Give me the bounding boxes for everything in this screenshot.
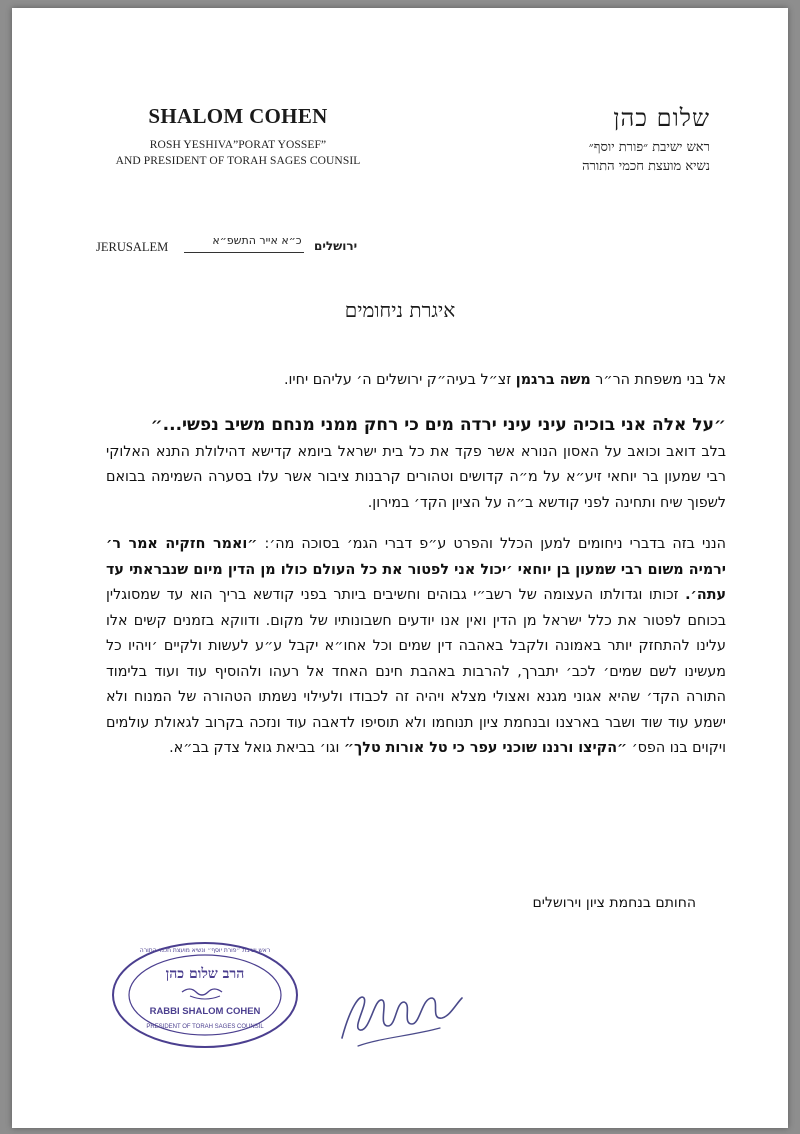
letter-page [12,8,788,1128]
letter-title: איגרת ניחומים [344,298,456,322]
rabbi-seal-stamp [110,940,300,1050]
dateline-city-he: ירושלים [314,239,358,253]
closing-line: החותם בנחמת ציון וירושלים [532,895,696,911]
deceased-name: משה ברגמן [515,372,591,388]
hebrew-letterhead [470,104,710,174]
dateline [96,236,416,258]
talmud-quote: ״ואמר חזקיה אמר ר׳ ירמיה משום רבי שמעון בן יוחאי ׳יכול אני לפטור את כל העולם כולו מן הדין מיום שנבראתי עד עתה׳. [106,536,726,603]
dateline-city-en: JERUSALEM [96,240,169,254]
english-letterhead [108,104,368,167]
opening-quote: ״על אלה אני בוכיה עיני עיני ירדה מים כי רחק ממני מנחם משיב נפשי...״ [150,414,726,435]
seal-english-name: RABBI SHALOM COHEN [149,1006,261,1017]
letterhead-title-he-2: נשיא מועצת חכמי התורה [582,159,710,174]
letterhead-name-en: SHALOM COHEN [148,104,328,128]
dateline-date: כ״א אייר התשפ״א [212,234,302,247]
paragraph-3: הנני בזה בדברי ניחומים למען הכלל והפרט ע״פ דברי הגמ׳ בסוכה מה׳: ״ואמר חזקיה אמר ר׳ ירמיה משום רבי שמעון בן יוחאי ׳יכול אני לפטור את כל העולם כולו מן הדין מיום שנבראתי עד עתה׳. זכותו וגדולתו העצומה של רשב״י גבוהים וחשיבים ביותר בפני קודשא בריך הוא עד שמסוגלין בכוחם לפטור את כלל ישראל מן הדין ואין אנו יודעים חשבונותיו של מקום. ודווקא בזמנים קשים אלו עלינו להתחזק יותר באמונה ולקבל באהבה דין שמים וכל אחו״א יקבל ע״ע לעשות ולקיים ׳ויהיו כל מעשינו לשם שמים׳ לכב׳ יתברך, להרבות באהבת חינם האחד אל רעהו ולהוסיף עוד ועוד בלימוד התורה הקד׳ שהיא אגוני מגנא ואצולי מצלא ויהיה זה לכבודו ולעילוי נשמתו הטהורה של המנוח ולא ישמע עוד שוד ושבר בארצנו ובנחמת ציון תנוחמו ולא תוסיפו לדאבה עוד ונזכה בקרוב לגאולת עולמים ויקוים בנו הפס׳ ״הקיצו ורננו שוכני עפר כי טל אורות טלך״ וגו׳ בביאת גואל צדק בב״א. [106,536,727,756]
letter-body [106,368,726,762]
letterhead-title-en-2: AND PRESIDENT OF TORAH SAGES COUNSIL [115,155,361,167]
dateline-underline [184,252,304,253]
letterhead-title-he-1: ראש ישיבת ״פורת יוסף״ [588,140,710,155]
letterhead-name-he: שלום כהן [613,104,710,132]
seal-rim-text: ראש ישיבת ״פורת יוסף״ ונשיא מועצת חכמי התורה [139,947,271,954]
paragraph-2: בלב דואב וכואב על האסון הנורא אשר פקד את כל בית ישראל ביומא קדישא דהילולת התנא האלוקי רבי שמעון בר יוחאי זיע״א על מ״ה קדושים וטהורים קרבנות ציבור אשר עלו בסערה השמימה בבואם לשפוך שיח ותחינה לפני קודשא ב״ה על הציון הקד׳ במירון. [106,443,726,511]
handwritten-signature [330,968,470,1058]
verse-quote: ״הקיצו ורננו שוכני עפר כי טל אורות טלך״ [343,740,628,756]
seal-english-sub: PRESIDENT OF TORAH SAGES COUNSIL [146,1024,264,1030]
address-line: אל בני משפחת הר״ר משה ברגמן זצ״ל בעיה״ק ירושלים ה׳ עליהם יחיו. [283,372,726,388]
letterhead-title-en-1: ROSH YESHIVA”PORAT YOSSEF” [149,139,327,151]
seal-hebrew-name: הרב שלום כהן [165,966,245,982]
